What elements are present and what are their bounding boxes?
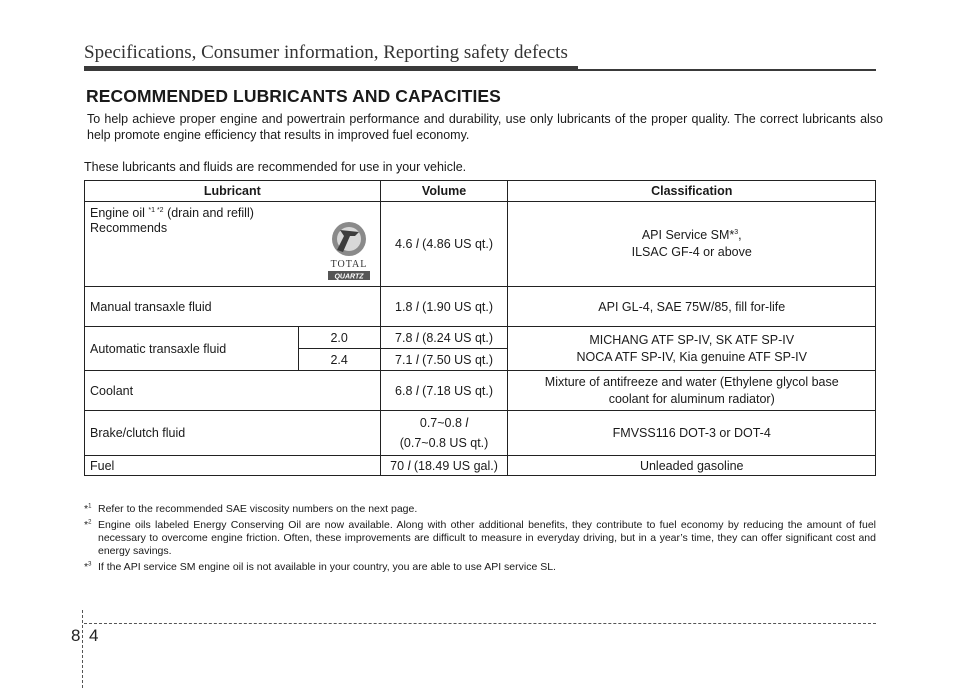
lubricants-table (84, 180, 876, 476)
header-rule-thick (84, 66, 578, 71)
manual-transaxle-classification: API GL-4, SAE 75W/85, fill for-life (508, 287, 876, 327)
table-row (85, 202, 876, 287)
engine-oil-suffix: (drain and refill) (167, 206, 254, 220)
engine-oil-volume: 4.6 l (4.86 US qt.) (380, 202, 508, 287)
page-number: 4 (89, 626, 99, 645)
header-rule-thin (578, 69, 876, 71)
coolant-classification: Mixture of antifreeze and water (Ethylene glycol base coolant for aluminum radiator) (508, 371, 876, 411)
table-header-row (85, 181, 876, 202)
header-lubricant: Lubricant (85, 181, 381, 202)
table-row (85, 456, 876, 476)
recommend-line: These lubricants and fluids are recommended for use in your vehicle. (84, 160, 467, 174)
chapter-title: Specifications, Consumer information, Reporting safety defects (84, 42, 568, 63)
chapter-number: 8 (71, 626, 81, 645)
engine-oil-cell (85, 202, 381, 287)
automatic-engine-a: 2.0 (298, 327, 380, 349)
header-classification: Classification (508, 181, 876, 202)
engine-oil-classification: API Service SM*$^3$, ILSAC GF-4 or above (508, 202, 876, 287)
footnote-2: *$^2$ Engine oils labeled Energy Conserving Oil are now available. Along with other additional benefits, they contribute to fuel economy by reducing the amount of fuel necessary to overcome engine friction. Often, these improvements are difficult to measure in everyday driving, but in a year’s time, they can offer significant cost and energy savings. (84, 519, 876, 557)
engine-oil-recommends: Recommends (90, 221, 168, 235)
automatic-volume-a: 7.8 l (8.24 US qt.) (380, 327, 508, 349)
footer-divider (82, 610, 83, 688)
automatic-transaxle-classification: MICHANG ATF SP-IV, SK ATF SP-IV NOCA ATF SP-IV, Kia genuine ATF SP-IV (508, 327, 876, 371)
automatic-engine-b: 2.4 (298, 349, 380, 371)
fuel-volume: 70 l (18.49 US gal.) (380, 456, 508, 476)
fuel-classification: Unleaded gasoline (508, 456, 876, 476)
logo-sub: QUARTZ (334, 273, 364, 281)
brake-fluid-classification: FMVSS116 DOT-3 or DOT-4 (508, 411, 876, 456)
section-heading: RECOMMENDED LUBRICANTS AND CAPACITIES (86, 86, 501, 106)
table-row (85, 411, 876, 456)
engine-oil-refs: *1 *2 (148, 206, 164, 214)
manual-transaxle-volume: 1.8 l (1.90 US qt.) (380, 287, 508, 327)
coolant-volume: 6.8 l (7.18 US qt.) (380, 371, 508, 411)
footnotes (84, 503, 876, 577)
footnote-3: *$^3$ If the API service SM engine oil is not available in your country, you are able to use API service SL. (84, 561, 556, 573)
intro-paragraph: To help achieve proper engine and powertrain performance and durability, use only lubricants of the proper quality. The correct lubricants also help promote engine efficiency that results in improved fuel economy. (87, 112, 883, 142)
brake-fluid-volume: 0.7~0.8 l (0.7~0.8 US qt.) (380, 411, 508, 456)
automatic-transaxle-label: Automatic transaxle fluid (85, 327, 299, 371)
header-volume: Volume (380, 181, 508, 202)
automatic-volume-b: 7.1 l (7.50 US qt.) (380, 349, 508, 371)
logo-word: TOTAL (330, 259, 368, 270)
footer-rule (84, 623, 876, 624)
brake-fluid-label: Brake/clutch fluid (85, 411, 381, 456)
footnote-1: *$^1$ Refer to the recommended SAE viscosity numbers on the next page. (84, 503, 418, 515)
total-quartz-logo (324, 220, 374, 282)
coolant-label: Coolant (85, 371, 381, 411)
fuel-label: Fuel (85, 456, 381, 476)
engine-oil-label: Engine oil (90, 206, 145, 220)
manual-transaxle-label: Manual transaxle fluid (85, 287, 381, 327)
table-row (85, 287, 876, 327)
table-row (85, 371, 876, 411)
table-row (85, 327, 876, 349)
